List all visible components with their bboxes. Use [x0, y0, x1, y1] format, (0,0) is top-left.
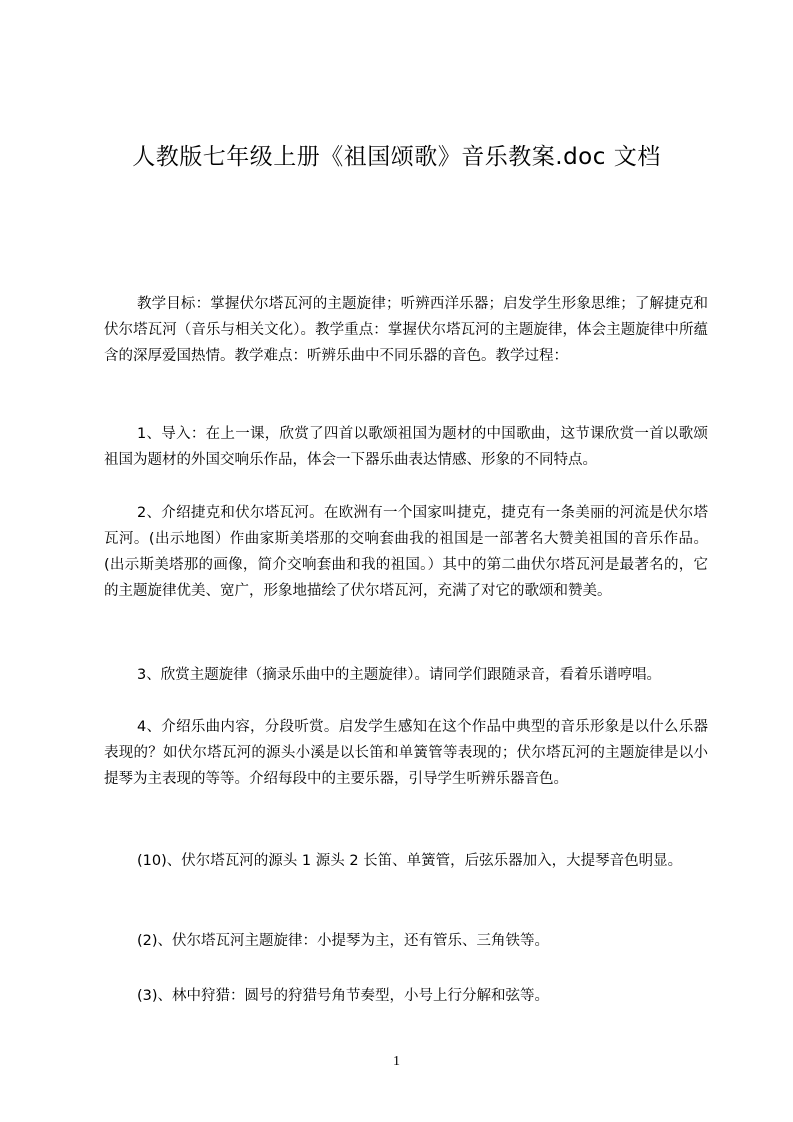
paragraph-step-1: 1、导入：在上一课，欣赏了四首以歌颂祖国为题材的中国歌曲，这节课欣赏一首以歌颂祖国为题材的外国交响乐作品，体会一下器乐曲表达情感、形象的不同特点。	[104, 426, 708, 468]
paragraph-step-2: 2、介绍捷克和伏尔塔瓦河。在欧洲有一个国家叫捷克，捷克有一条美丽的河流是伏尔塔瓦河。(出示地图）作曲家斯美塔那的交响套曲我的祖国是一部著名大赞美祖国的音乐作品。(出示斯美塔那的画像，简介交响套曲和我的祖国。）其中的第二曲伏尔塔瓦河是最著名的，它的主题旋律优美、宽广，形象地描绘了伏尔塔瓦河，充满了对它的歌颂和赞美。	[104, 505, 708, 599]
paragraph-step-4: 4、介绍乐曲内容，分段听赏。启发学生感知在这个作品中典型的音乐形象是以什么乐器表现的？如伏尔塔瓦河的源头小溪是以长笛和单簧管等表现的；伏尔塔瓦河的主题旋律是以小提琴为主表现的等等。介绍每段中的主要乐器，引导学生听辨乐器音色。	[104, 719, 708, 787]
page-number: 1	[393, 1054, 400, 1069]
paragraph-step-3: 3、欣赏主题旋律（摘录乐曲中的主题旋律）。请同学们跟随录音，看着乐谱哼唱。	[137, 667, 661, 683]
paragraph-item-3: (3)、林中狩猎：圆号的狩猎号角节奏型，小号上行分解和弦等。	[137, 988, 550, 1004]
document-title: 人教版七年级上册《祖国颂歌》音乐教案.doc 文档	[132, 144, 661, 170]
paragraph-item-2: (2)、伏尔塔瓦河主题旋律：小提琴为主，还有管乐、三角铁等。	[137, 933, 550, 949]
paragraph-item-10: (10)、伏尔塔瓦河的源头 1 源头 2 长笛、单簧管，后弦乐器加入，大提琴音色明显。	[137, 853, 683, 869]
paragraph-objectives: 教学目标：掌握伏尔塔瓦河的主题旋律；听辨西洋乐器；启发学生形象思维；了解捷克和伏尔塔瓦河（音乐与相关文化）。教学重点：掌握伏尔塔瓦河的主题旋律，体会主题旋律中所蕴含的深厚爱国热情。教学难点：听辨乐曲中不同乐器的音色。教学过程：	[104, 296, 708, 364]
